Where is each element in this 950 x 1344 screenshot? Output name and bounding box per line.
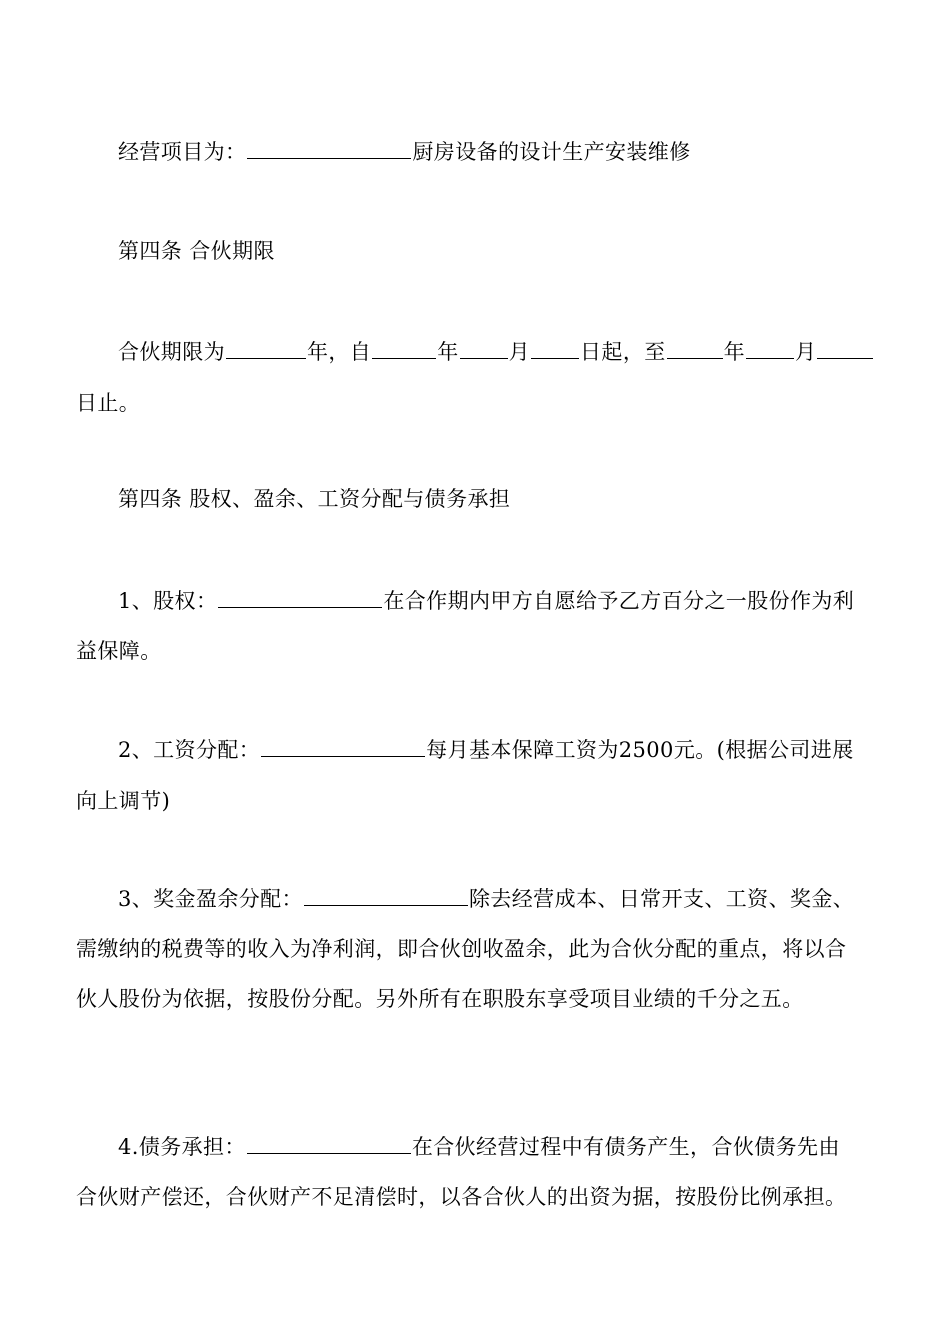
- heading-partnership-term: 第四条 合伙期限: [118, 239, 275, 263]
- business-scope-text: 厨房设备的设计生产安装维修: [412, 140, 691, 164]
- term-text-d: 月: [508, 340, 531, 364]
- fill-blank-end-month: [746, 338, 794, 359]
- term-text-g: 月: [795, 340, 817, 364]
- fill-blank-end-year: [667, 338, 723, 359]
- fill-blank-end-day: [817, 338, 873, 359]
- business-scope-line: [118, 138, 876, 166]
- business-scope-label: 经营项目为：: [118, 140, 247, 164]
- debt-label: 4.债务承担：: [118, 1135, 246, 1159]
- debt-line-1: [118, 1133, 876, 1161]
- fill-blank: [261, 736, 425, 757]
- partnership-term-line-2: 日止。: [76, 391, 141, 415]
- bonus-text: 除去经营成本、日常开支、工资、奖金、: [468, 887, 855, 911]
- salary-line-1: [118, 736, 876, 764]
- fill-blank: [218, 587, 382, 608]
- term-text-c: 年: [437, 340, 459, 364]
- salary-label: 2、工资分配：: [118, 738, 261, 762]
- salary-line-2: 向上调节): [76, 789, 171, 813]
- bonus-line-1: [118, 885, 876, 913]
- equity-text: 在合作期内甲方自愿给予乙方百分之一股份作为利: [383, 589, 855, 613]
- term-text-f: 年: [723, 340, 746, 364]
- fill-blank-start-day: [531, 338, 579, 359]
- equity-label: 1、股权：: [118, 589, 218, 613]
- fill-blank-years: [226, 338, 306, 359]
- fill-blank-start-month: [460, 338, 508, 359]
- salary-text: 每月基本保障工资为2500元。(根据公司进展: [426, 738, 854, 762]
- equity-line-2: 益保障。: [76, 639, 162, 663]
- heading-equity-distribution: 第四条 股权、盈余、工资分配与债务承担: [118, 487, 511, 511]
- fill-blank: [247, 138, 411, 159]
- debt-text: 在合伙经营过程中有债务产生，合伙债务先由: [411, 1135, 840, 1159]
- bonus-label: 3、奖金盈余分配：: [118, 887, 303, 911]
- fill-blank: [304, 885, 468, 906]
- bonus-line-3: 伙人股份为依据，按股份分配。另外所有在职股东享受项目业绩的千分之五。: [76, 987, 804, 1011]
- term-text-a: 合伙期限为: [118, 340, 225, 364]
- term-text-e: 日起，至: [580, 340, 666, 364]
- fill-blank: [247, 1133, 411, 1154]
- equity-line-1: [118, 587, 876, 615]
- bonus-line-2: 需缴纳的税费等的收入为净利润，即合伙创收盈余，此为合伙分配的重点，将以合: [76, 937, 847, 961]
- debt-line-2: 合伙财产偿还，合伙财产不足清偿时，以各合伙人的出资为据，按股份比例承担。: [76, 1185, 847, 1209]
- partnership-term-line-1: [118, 338, 876, 366]
- term-text-b: 年，自: [307, 340, 372, 364]
- fill-blank-start-year: [372, 338, 436, 359]
